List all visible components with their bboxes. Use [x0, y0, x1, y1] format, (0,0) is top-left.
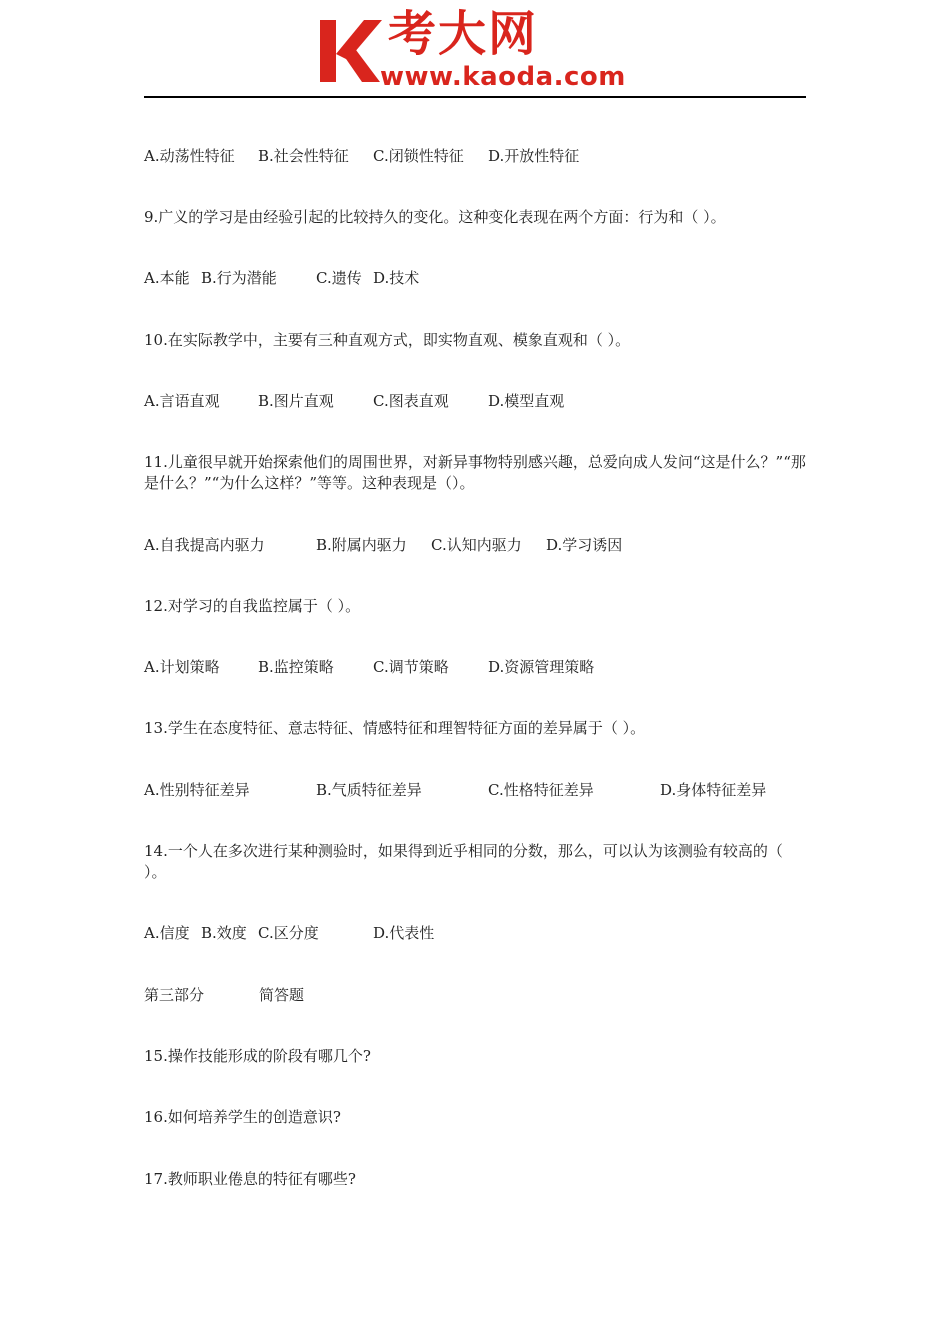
- question-16: 16.如何培养学生的创造意识?: [144, 1108, 341, 1126]
- option-c: C.认知内驱力: [431, 536, 522, 554]
- option-a: A.动荡性特征: [144, 147, 235, 165]
- question-15: 15.操作技能形成的阶段有哪几个?: [144, 1047, 371, 1065]
- option-c: C.区分度: [258, 924, 319, 942]
- option-c: C.图表直观: [373, 392, 449, 410]
- question-17: 17.教师职业倦息的特征有哪些?: [144, 1170, 356, 1188]
- option-a: A.性别特征差异: [144, 781, 250, 799]
- option-c: C.遗传: [316, 269, 362, 287]
- section-heading: [144, 985, 304, 1006]
- logo-url-text: www.kaoda.com: [380, 62, 626, 92]
- logo-chinese-text: 考大网: [388, 6, 539, 62]
- option-d: D.学习诱因: [546, 536, 623, 554]
- header-divider: [144, 96, 806, 98]
- option-b: B.行为潜能: [201, 269, 277, 287]
- logo-k-icon: [318, 16, 382, 86]
- option-a: A.本能: [144, 269, 190, 287]
- kaoda-logo[interactable]: [318, 4, 648, 94]
- answer-options: [144, 146, 579, 167]
- option-a: A.信度: [144, 924, 190, 942]
- option-c: C.性格特征差异: [488, 781, 594, 799]
- option-b: B.效度: [201, 924, 247, 942]
- answer-options: [144, 780, 766, 801]
- option-a: A.自我提高内驱力: [144, 536, 265, 554]
- option-d: D.模型直观: [488, 392, 565, 410]
- section-subtitle: 简答题: [259, 986, 305, 1004]
- answer-options: [144, 391, 564, 412]
- answer-options: [144, 535, 622, 556]
- option-c: C.闭锁性特征: [373, 147, 464, 165]
- option-d: D.技术: [373, 269, 420, 287]
- section-title: 第三部分: [144, 986, 205, 1004]
- option-d: D.资源管理策略: [488, 658, 595, 676]
- question-11: 11.儿童很早就开始探索他们的周围世界，对新异事物特别感兴趣，总爱向成人发问“这是什么？”“那是什么？”“为什么这样？”等等。这种表现是（）。: [144, 453, 806, 492]
- option-d: D.代表性: [373, 924, 435, 942]
- option-b: B.附属内驱力: [316, 536, 407, 554]
- question-9: 9.广义的学习是由经验引起的比较持久的变化。这种变化表现在两个方面：行为和（ ）。: [144, 208, 726, 226]
- question-12: 12.对学习的自我监控属于（ ）。: [144, 597, 361, 615]
- answer-options: [144, 657, 594, 678]
- answer-options: [144, 923, 434, 944]
- question-10: 10.在实际教学中，主要有三种直观方式，即实物直观、模象直观和（ ）。: [144, 331, 631, 349]
- option-b: B.图片直观: [258, 392, 334, 410]
- answer-options: [144, 268, 419, 289]
- question-13: 13.学生在态度特征、意志特征、情感特征和理智特征方面的差异属于（ ）。: [144, 719, 646, 737]
- page-header: [0, 0, 950, 100]
- option-b: B.社会性特征: [258, 147, 349, 165]
- question-14: 14.一个人在多次进行某种测验时，如果得到近乎相同的分数，那么，可以认为该测验有较高的（ ）。: [144, 842, 783, 881]
- option-a: A.计划策略: [144, 658, 220, 676]
- option-d: D.身体特征差异: [660, 781, 767, 799]
- option-c: C.调节策略: [373, 658, 449, 676]
- option-d: D.开放性特征: [488, 147, 580, 165]
- option-b: B.监控策略: [258, 658, 334, 676]
- option-b: B.气质特征差异: [316, 781, 422, 799]
- option-a: A.言语直观: [144, 392, 220, 410]
